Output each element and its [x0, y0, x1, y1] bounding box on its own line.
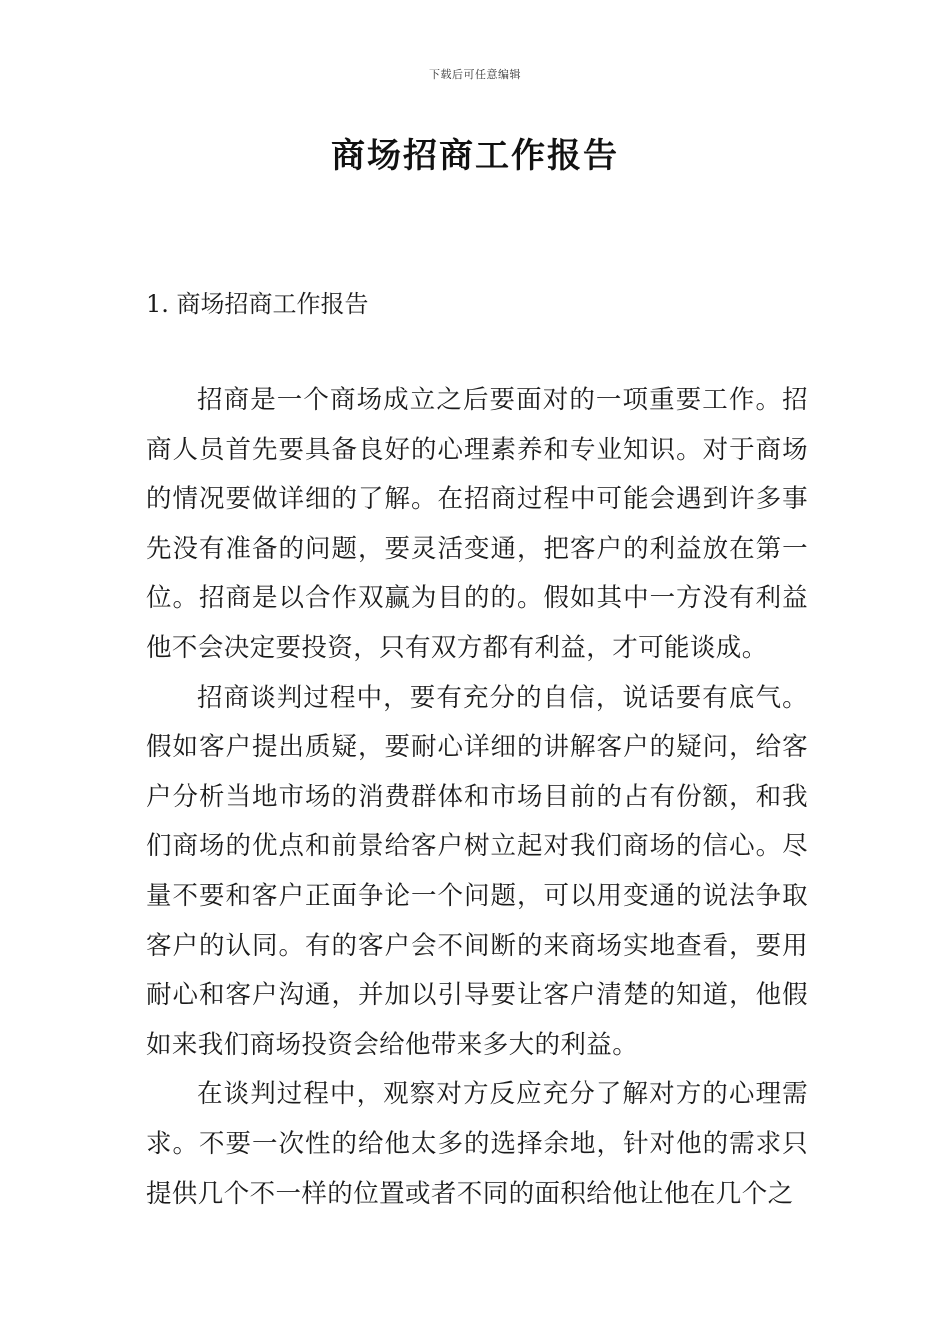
body-paragraph-2: 招商谈判过程中，要有充分的自信，说话要有底气。假如客户提出质疑，要耐心详细的讲解客户的疑问，给客户分析当地市场的消费群体和市场目前的占有份额，和我们商场的优点和前景给客户树立起对我们商场的信心。尽量不要和客户正面争论一个问题，可以用变通的说法争取客户的认同。有的客户会不间断的来商场实地查看，要用耐心和客户沟通，并加以引导要让客户清楚的知道，他假如来我们商场投资会给他带来多大的利益。 — [146, 682, 808, 1060]
body-paragraph-1: 招商是一个商场成立之后要面对的一项重要工作。招商人员首先要具备良好的心理素养和专业知识。对于商场的情况要做详细的了解。在招商过程中可能会遇到许多事先没有准备的问题，要灵活变通，把客户的利益放在第一位。招商是以合作双赢为目的的。假如其中一方没有利益他不会决定要投资，只有双方都有利益，才可能谈成。 — [146, 385, 808, 663]
header-note: 下载后可任意编辑 — [429, 68, 521, 81]
document-title: 商场招商工作报告 — [331, 136, 619, 176]
document-body — [146, 376, 808, 1219]
section-heading: 1. 商场招商工作报告 — [146, 290, 369, 318]
body-paragraph-3: 在谈判过程中，观察对方反应充分了解对方的心理需求。不要一次性的给他太多的选择余地，针对他的需求只提供几个不一样的位置或者不同的面积给他让他在几个之 — [146, 1079, 808, 1209]
